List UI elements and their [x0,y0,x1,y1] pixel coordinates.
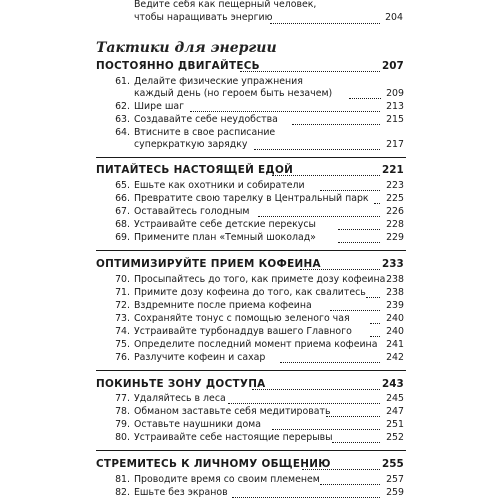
item-64-line-2: суперкраткую зарядку [134,139,248,150]
item-66-text: Превратите свою тарелку в Центральный парк [134,193,369,204]
item-70-text: Просыпайтесь до того, как примете дозу кофеина [134,274,386,285]
item-78-leader [326,416,380,417]
item-62-text: Шире шаг [134,101,185,112]
item-72-leader [330,310,380,311]
item-79-number: 79. [115,419,130,430]
group-2-page: 221 [382,164,404,176]
item-64-line-1: Втисните в свое расписание [134,127,276,138]
item-69-leader [338,242,380,243]
item-79-leader [272,429,380,430]
item-63-number: 63. [115,114,130,125]
group-1-leader [240,71,380,72]
group-3-title: ОПТИМИЗИРУЙТЕ ПРИЕМ КОФЕИНА [96,258,321,270]
item-70-page: 238 [386,274,404,285]
item-67-leader [258,216,380,217]
item-65-leader [320,190,380,191]
item-74-text: Устраивайте турбонаддув вашего Главного [134,326,352,337]
item-66-page: 225 [386,193,404,204]
item-75-text: Определите последний момент приема кофеина [134,339,378,350]
item-68-text: Устраивайте себе детские перекусы [134,219,316,230]
item-80-page: 252 [386,432,404,443]
item-65-page: 223 [386,180,404,191]
section-divider-3 [96,370,406,371]
group-1-title: ПОСТОЯННО ДВИГАЙТЕСЬ [96,60,260,72]
item-62-number: 62. [115,101,130,112]
item-76-page: 242 [386,352,404,363]
item-71-page: 238 [386,287,404,298]
item-71-text: Примите дозу кофеина до того, как свалитесь [134,287,366,298]
group-5-title: СТРЕМИТЕСЬ К ЛИЧНОМУ ОБЩЕНИЮ [96,458,331,470]
item-61-leader [349,98,381,99]
item-70-number: 70. [115,274,130,285]
item-74-leader [370,336,380,337]
item-81-page: 257 [386,474,404,485]
item-66-number: 66. [115,193,130,204]
item-76-text: Разлучите кофеин и сахар [134,352,266,363]
item-73-number: 73. [115,313,130,324]
item-73-text: Сохраняйте тонус с помощью зеленого чая [134,313,350,324]
section-divider-4 [96,450,406,451]
item-63-text: Создавайте себе неудобства [134,114,278,125]
item-61-line-1: Делайте физические упражнения [134,76,303,87]
item-62-page: 213 [386,101,404,112]
item-77-number: 77. [115,393,130,404]
item-69-page: 229 [386,232,404,243]
item-61-number: 61. [115,76,130,87]
item-77-page: 245 [386,393,404,404]
item-81-text: Проводите время со своим племенем [134,474,320,485]
item-72-number: 72. [115,300,130,311]
item-63-page: 215 [386,114,404,125]
item-67-number: 67. [115,206,130,217]
section-divider-1 [96,157,406,158]
item-64-leader [254,149,380,150]
item-69-text: Примените план «Темный шоколад» [134,232,316,243]
intro-leader-dots [270,23,380,24]
group-3-leader [300,269,380,270]
item-79-page: 251 [386,419,404,430]
item-71-leader [366,297,380,298]
item-71-number: 71. [115,287,130,298]
item-69-number: 69. [115,232,130,243]
item-78-text: Обманом заставьте себя медитировать [134,406,331,417]
group-5-leader [302,469,380,470]
item-72-text: Вздремните после приема кофеина [134,300,312,311]
section-divider-2 [96,250,406,251]
item-67-page: 226 [386,206,404,217]
item-61-page: 209 [386,88,404,99]
intro-line-1: Ведите себя как пещерный человек, [134,0,317,10]
item-77-text: Удаляйтесь в леса [134,393,226,404]
item-73-leader [370,323,380,324]
item-61-line-2: каждый день (но героем быть незачем) [134,88,333,99]
intro-line-2: чтобы наращивать энергию [134,12,273,23]
item-74-page: 240 [386,326,404,337]
item-82-text: Ешьте без экранов [134,487,228,498]
item-82-page: 259 [386,487,404,498]
section-title: Тактики для энергии [96,40,277,56]
item-82-number: 82. [115,487,130,498]
item-80-leader [332,442,380,443]
item-78-page: 247 [386,406,404,417]
item-78-number: 78. [115,406,130,417]
item-73-page: 240 [386,313,404,324]
item-82-leader [232,497,380,498]
group-1-page: 207 [382,60,404,72]
item-65-number: 65. [115,180,130,191]
item-76-leader [280,362,380,363]
group-4-title: ПОКИНЬТЕ ЗОНУ ДОСТУПА [96,378,266,390]
group-5-page: 255 [382,458,404,470]
item-64-page: 217 [386,139,404,150]
item-68-leader [338,229,380,230]
item-81-leader [320,484,380,485]
item-68-number: 68. [115,219,130,230]
group-2-title: ПИТАЙТЕСЬ НАСТОЯЩЕЙ ЕДОЙ [96,164,294,176]
item-65-text: Ешьте как охотники и собиратели [134,180,305,191]
item-62-leader [190,111,380,112]
item-66-leader [374,203,380,204]
item-63-leader [292,124,380,125]
item-75-page: 241 [386,339,404,350]
item-68-page: 228 [386,219,404,230]
item-77-leader [228,403,380,404]
group-4-page: 243 [382,378,404,390]
item-80-text: Устраивайте себе настоящие перерывы [134,432,333,443]
item-80-number: 80. [115,432,130,443]
group-3-page: 233 [382,258,404,270]
item-81-number: 81. [115,474,130,485]
item-76-number: 76. [115,352,130,363]
item-67-text: Оставайтесь голодным [134,206,250,217]
item-79-text: Оставьте наушники дома [134,419,261,430]
item-75-number: 75. [115,339,130,350]
item-64-number: 64. [115,127,130,138]
intro-page: 204 [385,12,403,23]
item-72-page: 239 [386,300,404,311]
item-74-number: 74. [115,326,130,337]
group-4-leader [252,389,380,390]
group-2-leader [272,175,380,176]
